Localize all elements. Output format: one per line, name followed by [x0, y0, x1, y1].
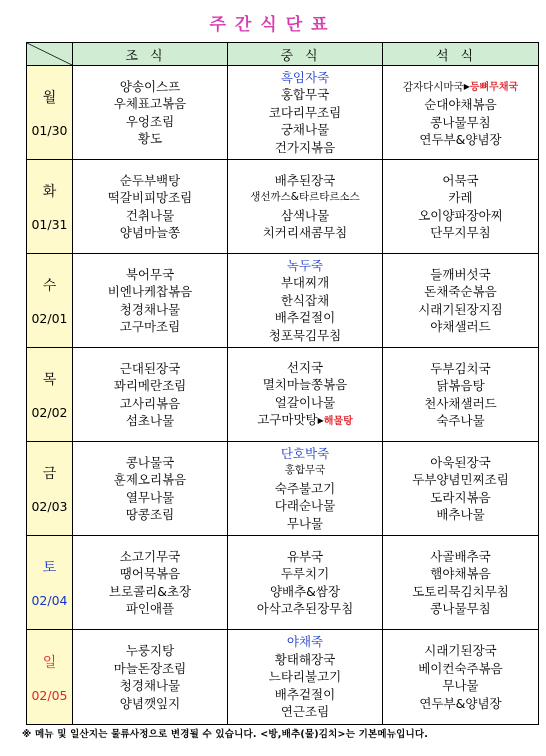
- menu-item: 멸치마늘쫑볶음: [262, 377, 348, 392]
- menu-item: 청경채나물: [119, 678, 181, 693]
- porridge-item: 흑임자죽: [280, 69, 330, 85]
- header-row: [27, 43, 539, 66]
- menu-item: 감자다시마국: [402, 80, 464, 93]
- menu-item: 두부김치국: [430, 360, 491, 376]
- menu-item: 아욱된장국: [430, 454, 491, 470]
- menu-item: 카레: [448, 190, 473, 205]
- menu-item: 코다리무조림: [268, 104, 342, 120]
- menu-item: 느타리불고기: [268, 669, 342, 685]
- arrow-right-icon: ▶: [463, 81, 470, 91]
- arrow-right-icon: ▶: [317, 416, 324, 425]
- menu-item: 홍합무국: [284, 464, 326, 477]
- menu-item: 유부국: [286, 548, 324, 564]
- special-item: [383, 77, 538, 97]
- menu-item: 떡갈비피망조림: [107, 190, 193, 205]
- menu-item: 콩나물무침: [430, 601, 491, 616]
- day-cell: [27, 66, 73, 160]
- menu-item: 선지국: [286, 359, 324, 375]
- breakfast-cell: [73, 66, 228, 160]
- menu-item: 고구마조림: [119, 319, 181, 334]
- day-name: 토: [42, 560, 57, 576]
- dinner-cell: [383, 160, 539, 254]
- menu-item: 햄야채볶음: [430, 566, 491, 581]
- day-date: 02/04: [31, 593, 68, 608]
- lunch-cell: [228, 630, 383, 725]
- dinner-cell: [383, 536, 539, 630]
- corner-cell: [27, 43, 73, 66]
- day-name: 금: [42, 466, 57, 482]
- day-row-sun: [27, 630, 539, 725]
- menu-item: 시래기된장국: [424, 643, 497, 658]
- day-name: 화: [42, 184, 57, 200]
- menu-item: 치커리새콤무침: [262, 225, 348, 240]
- day-date: 02/05: [31, 687, 68, 703]
- menu-item: 콩나물무침: [430, 114, 491, 130]
- day-cell: [27, 254, 73, 348]
- day-name: 일: [42, 654, 57, 671]
- menu-item: 무나물: [442, 678, 479, 693]
- breakfast-cell: [73, 160, 228, 254]
- menu-item: 무나물: [286, 515, 324, 531]
- menu-item: 시래기된장지짐: [418, 301, 503, 317]
- menu-item: 청포묵김무침: [268, 327, 342, 343]
- dinner-cell: [383, 630, 539, 725]
- menu-item: 배추겉절이: [274, 686, 336, 702]
- menu-item: 건취나물: [125, 207, 175, 223]
- menu-item: 배추나물: [436, 507, 485, 522]
- menu-item: 숙주나물: [436, 413, 485, 428]
- menu-item: 북어무국: [125, 266, 175, 282]
- lunch-cell: [228, 348, 383, 442]
- menu-item: 두루치기: [280, 566, 330, 581]
- menu-item: 연근조림: [280, 704, 330, 720]
- menu-item: 천사채샐러드: [424, 395, 497, 411]
- menu-item: 부대찌개: [280, 275, 330, 291]
- header-lunch: 중식: [228, 43, 383, 66]
- footnote: ※ 메뉴 및 일산지는 물류사정으로 변경될 수 있습니다. <방,배추(물)김치>는 기본메뉴입니다.: [22, 729, 429, 740]
- lunch-cell: [228, 160, 383, 254]
- menu-item: 양배추&쌈장: [269, 583, 341, 599]
- dinner-cell: [383, 442, 539, 536]
- day-date: 02/02: [31, 405, 68, 420]
- menu-item: 닭볶음탕: [436, 378, 485, 393]
- menu-item: 땡어묵볶음: [119, 566, 181, 581]
- breakfast-cell: [73, 254, 228, 348]
- dinner-cell: [383, 66, 539, 160]
- porridge-item: 단호박죽: [280, 445, 330, 461]
- menu-item: 얼갈이나물: [274, 394, 336, 410]
- dinner-cell: [383, 348, 539, 442]
- menu-item: 황도: [137, 131, 163, 146]
- menu-item: 고사리볶음: [119, 395, 181, 411]
- menu-item: 들깨버섯국: [430, 266, 491, 282]
- lunch-cell: [228, 536, 383, 630]
- menu-item: 도토리묵김치무침: [412, 583, 509, 599]
- menu-item: 건가지볶음: [274, 139, 336, 155]
- menu-item: 사골배추국: [430, 548, 491, 564]
- breakfast-cell: [73, 348, 228, 442]
- day-row-fri: [27, 442, 539, 536]
- day-name: 목: [42, 372, 57, 388]
- menu-item: 돈채죽순볶음: [424, 284, 497, 299]
- day-cell: [27, 160, 73, 254]
- menu-item: 비엔나케찹볶음: [107, 284, 193, 299]
- menu-item: 궁채나물: [280, 122, 330, 138]
- day-date: 01/31: [31, 217, 68, 232]
- menu-item: 아삭고추된장무침: [256, 601, 354, 616]
- day-cell: [27, 442, 73, 536]
- menu-item: 단무지무침: [430, 225, 491, 240]
- menu-item: 야채샐러드: [430, 319, 491, 334]
- lunch-cell: [228, 66, 383, 160]
- day-name: 월: [42, 90, 57, 106]
- menu-item: 꽈리메란조림: [113, 378, 187, 393]
- menu-item: 파인애플: [125, 601, 175, 616]
- menu-item: 홍합무국: [280, 87, 330, 103]
- lunch-cell: [228, 254, 383, 348]
- day-cell: [27, 536, 73, 630]
- menu-item: 누룽지탕: [125, 643, 175, 658]
- diagonal-line: [27, 43, 72, 65]
- menu-item: 숙주불고기: [274, 480, 336, 496]
- menu-item: 마늘돈장조림: [113, 660, 187, 676]
- menu-item: 고구마맛탕: [257, 412, 318, 427]
- breakfast-cell: [73, 442, 228, 536]
- menu-item: 오이양파장아찌: [418, 207, 503, 223]
- special-menu-label: 등뼈무채국: [469, 81, 519, 93]
- menu-item: 양념마늘쫑: [119, 225, 181, 240]
- menu-item: 배추된장국: [274, 172, 336, 188]
- lunch-cell: [228, 442, 383, 536]
- menu-item: 도라지볶음: [430, 489, 491, 505]
- menu-item: 한식잡채: [280, 292, 330, 308]
- menu-item: 순두부백탕: [119, 172, 181, 188]
- menu-item: 생선까스&타르타르소스: [250, 191, 360, 203]
- day-date: 02/01: [31, 311, 68, 326]
- special-menu-label: 해물탕: [323, 416, 353, 427]
- menu-item: 황태해장국: [274, 651, 336, 667]
- day-row-mon: [27, 66, 539, 160]
- breakfast-cell: [73, 630, 228, 725]
- page-title: 주간식단표: [209, 15, 337, 35]
- breakfast-cell: [73, 536, 228, 630]
- day-name: 수: [42, 278, 57, 294]
- menu-item: 연두부&양념장: [419, 695, 502, 711]
- header-dinner: 석식: [383, 43, 539, 66]
- porridge-item: 야채죽: [286, 634, 324, 650]
- day-row-thu: [27, 348, 539, 442]
- menu-item: 콩나물국: [125, 454, 175, 470]
- menu-item: 우엉조림: [125, 113, 175, 129]
- menu-item: 연두부&양념장: [419, 132, 502, 147]
- menu-item: 양념깻잎지: [119, 695, 181, 711]
- menu-item: 어묵국: [442, 172, 479, 188]
- menu-item: 다래순나물: [274, 498, 336, 514]
- menu-item: 배추겉절이: [274, 310, 336, 326]
- porridge-item: 녹두죽: [286, 257, 324, 273]
- menu-item: 삼색나물: [280, 207, 330, 223]
- menu-item: 훈제오리볶음: [113, 472, 187, 487]
- menu-item: 베이컨숙주볶음: [418, 660, 503, 676]
- menu-item: 청경채나물: [119, 301, 181, 317]
- day-row-tue: [27, 160, 539, 254]
- menu-item: 소고기무국: [119, 548, 181, 564]
- menu-item: 양송이스프: [119, 78, 181, 94]
- dinner-cell: [383, 254, 539, 348]
- menu-item: 열무나물: [125, 489, 175, 505]
- day-row-wed: [27, 254, 539, 348]
- weekly-menu-table: [26, 42, 539, 725]
- menu-item: 섬초나물: [125, 413, 175, 428]
- day-date: 02/03: [31, 499, 68, 514]
- menu-item: 브로콜리&초장: [108, 583, 192, 599]
- day-cell: [27, 348, 73, 442]
- header-breakfast: 조식: [73, 43, 228, 66]
- menu-item: 두부양념민찌조림: [412, 472, 509, 487]
- day-row-sat: [27, 536, 539, 630]
- menu-item: 우체표고볶음: [113, 96, 187, 111]
- day-cell: [27, 630, 73, 725]
- menu-item: 땅콩조림: [125, 507, 175, 522]
- day-date: 01/30: [31, 123, 68, 138]
- special-item: [228, 411, 382, 431]
- menu-item: 근대된장국: [119, 360, 181, 376]
- menu-item: 순대야채볶음: [424, 97, 497, 112]
